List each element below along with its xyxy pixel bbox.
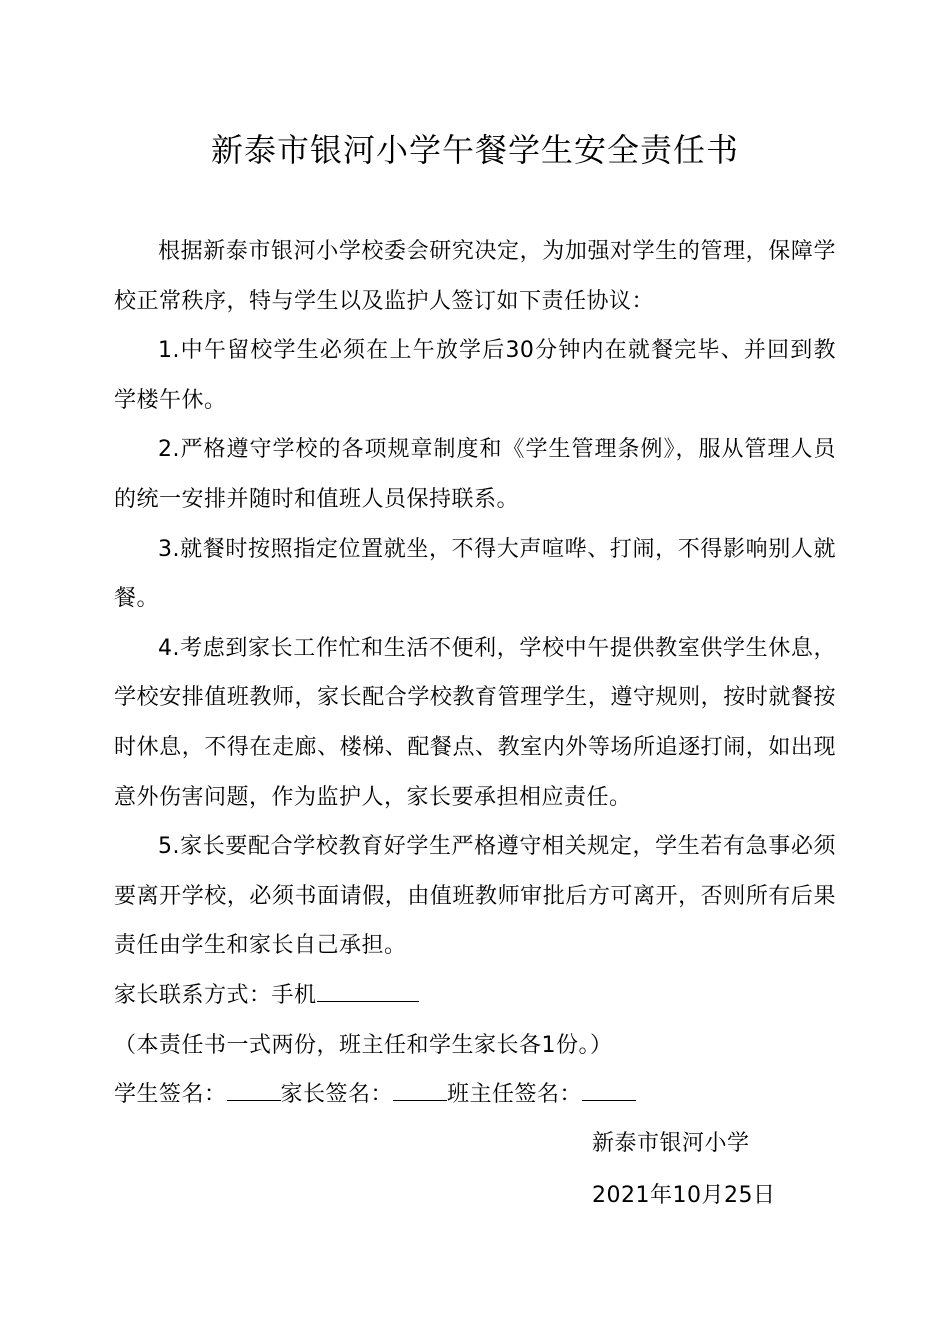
document-title: 新泰市银河小学午餐学生安全责任书: [210, 131, 739, 169]
student-signature-label: 学生签名：: [114, 1082, 227, 1108]
clause-3: 3.就餐时按照指定位置就坐，不得大声喧哗、打闹，不得影响别人就餐。: [114, 536, 836, 612]
intro-paragraph: 根据新泰市银河小学校委会研究决定，为加强对学生的管理，保障学校正常秩序，特与学生以及监护人签订如下责任协议：: [114, 239, 836, 314]
issuer-block: [592, 1118, 775, 1222]
clause-1: 1.中午留校学生必须在上午放学后30分钟内在就餐完毕、并回到教学楼午休。: [114, 338, 836, 413]
parent-signature-blank[interactable]: [393, 1080, 447, 1101]
contact-line: [114, 971, 836, 1021]
clause-5: 5.家长要配合学校教育好学生严格遵守相关规定，学生若有急事必须要离开学校，必须书面请假，由值班教师审批后方可离开，否则所有后果责任由学生和家长自己承担。: [114, 834, 836, 959]
issuer-name: 新泰市银河小学: [592, 1131, 750, 1156]
document-body: [114, 227, 836, 1120]
issue-date: 2021年10月25日: [592, 1183, 776, 1208]
parent-signature-label: 家长签名：: [280, 1082, 394, 1108]
copies-note: （本责任书一式两份，班主任和学生家长各1份。）: [114, 1032, 613, 1058]
teacher-signature-blank[interactable]: [582, 1080, 636, 1101]
clause-4: 4.考虑到家长工作忙和生活不便利，学校中午提供教室供学生休息，学校安排值班教师，家长配合学校教育管理学生，遵守规则，按时就餐按时休息，不得在走廊、楼梯、配餐点、教室内外等场所追逐打闹，如出现意外伤害问题，作为监护人，家长要承担相应责任。: [114, 635, 836, 810]
teacher-signature-label: 班主任签名：: [447, 1082, 583, 1108]
contact-label: 家长联系方式：手机: [114, 982, 317, 1008]
student-signature-blank[interactable]: [227, 1080, 281, 1101]
phone-blank[interactable]: [317, 981, 419, 1002]
clause-2: 2.严格遵守学校的各项规章制度和《学生管理条例》，服从管理人员的统一安排并随时和值班人员保持联系。: [114, 437, 836, 512]
signature-line: [114, 1070, 836, 1120]
